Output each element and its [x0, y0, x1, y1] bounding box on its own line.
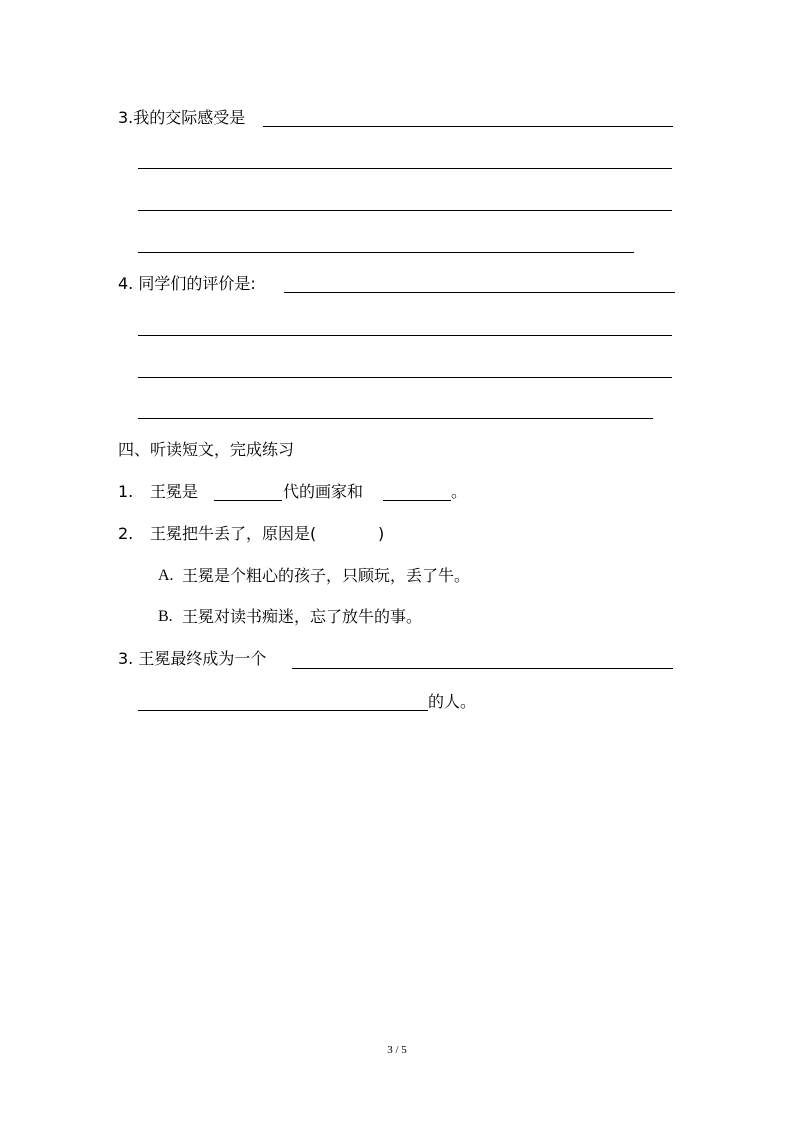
option-a-letter[interactable]: A.	[158, 567, 174, 584]
item-1-text-c: 。	[451, 482, 468, 501]
answer-line[interactable]	[138, 335, 672, 336]
item-1-number: 1.	[118, 482, 134, 501]
option-b-text: 王冕对读书痴迷，忘了放牛的事。	[182, 607, 423, 626]
answer-line[interactable]	[292, 668, 673, 669]
answer-line[interactable]	[138, 418, 653, 419]
blank-line[interactable]	[214, 500, 282, 501]
item-3-tail: 的人。	[428, 692, 477, 711]
item-2-number: 2.	[118, 524, 134, 543]
page-number: 3 / 5	[387, 1044, 407, 1056]
answer-line[interactable]	[284, 292, 675, 293]
item-2-stem: 王冕把牛丢了，原因是(	[150, 524, 317, 543]
answer-line[interactable]	[138, 377, 672, 378]
question-3-label: 3.我的交际感受是	[118, 108, 246, 127]
answer-line[interactable]	[138, 168, 672, 169]
option-a-text: 王冕是个粗心的孩子，只顾玩，丢了牛。	[182, 566, 471, 585]
item-1-text-a: 王冕是	[150, 482, 199, 501]
option-b-letter[interactable]: B.	[158, 608, 173, 625]
answer-line[interactable]	[138, 210, 672, 211]
blank-line[interactable]	[383, 500, 451, 501]
section-heading: 四、听读短文，完成练习	[118, 440, 295, 459]
item-1-text-b: 代的画家和	[283, 482, 364, 501]
answer-line[interactable]	[138, 252, 634, 253]
item-3-label: 3. 王冕最终成为一个	[118, 649, 267, 668]
answer-line[interactable]	[263, 126, 673, 127]
answer-line[interactable]	[138, 710, 428, 711]
item-2-paren-close: )	[378, 524, 385, 543]
question-4-label: 4. 同学们的评价是:	[118, 274, 256, 293]
